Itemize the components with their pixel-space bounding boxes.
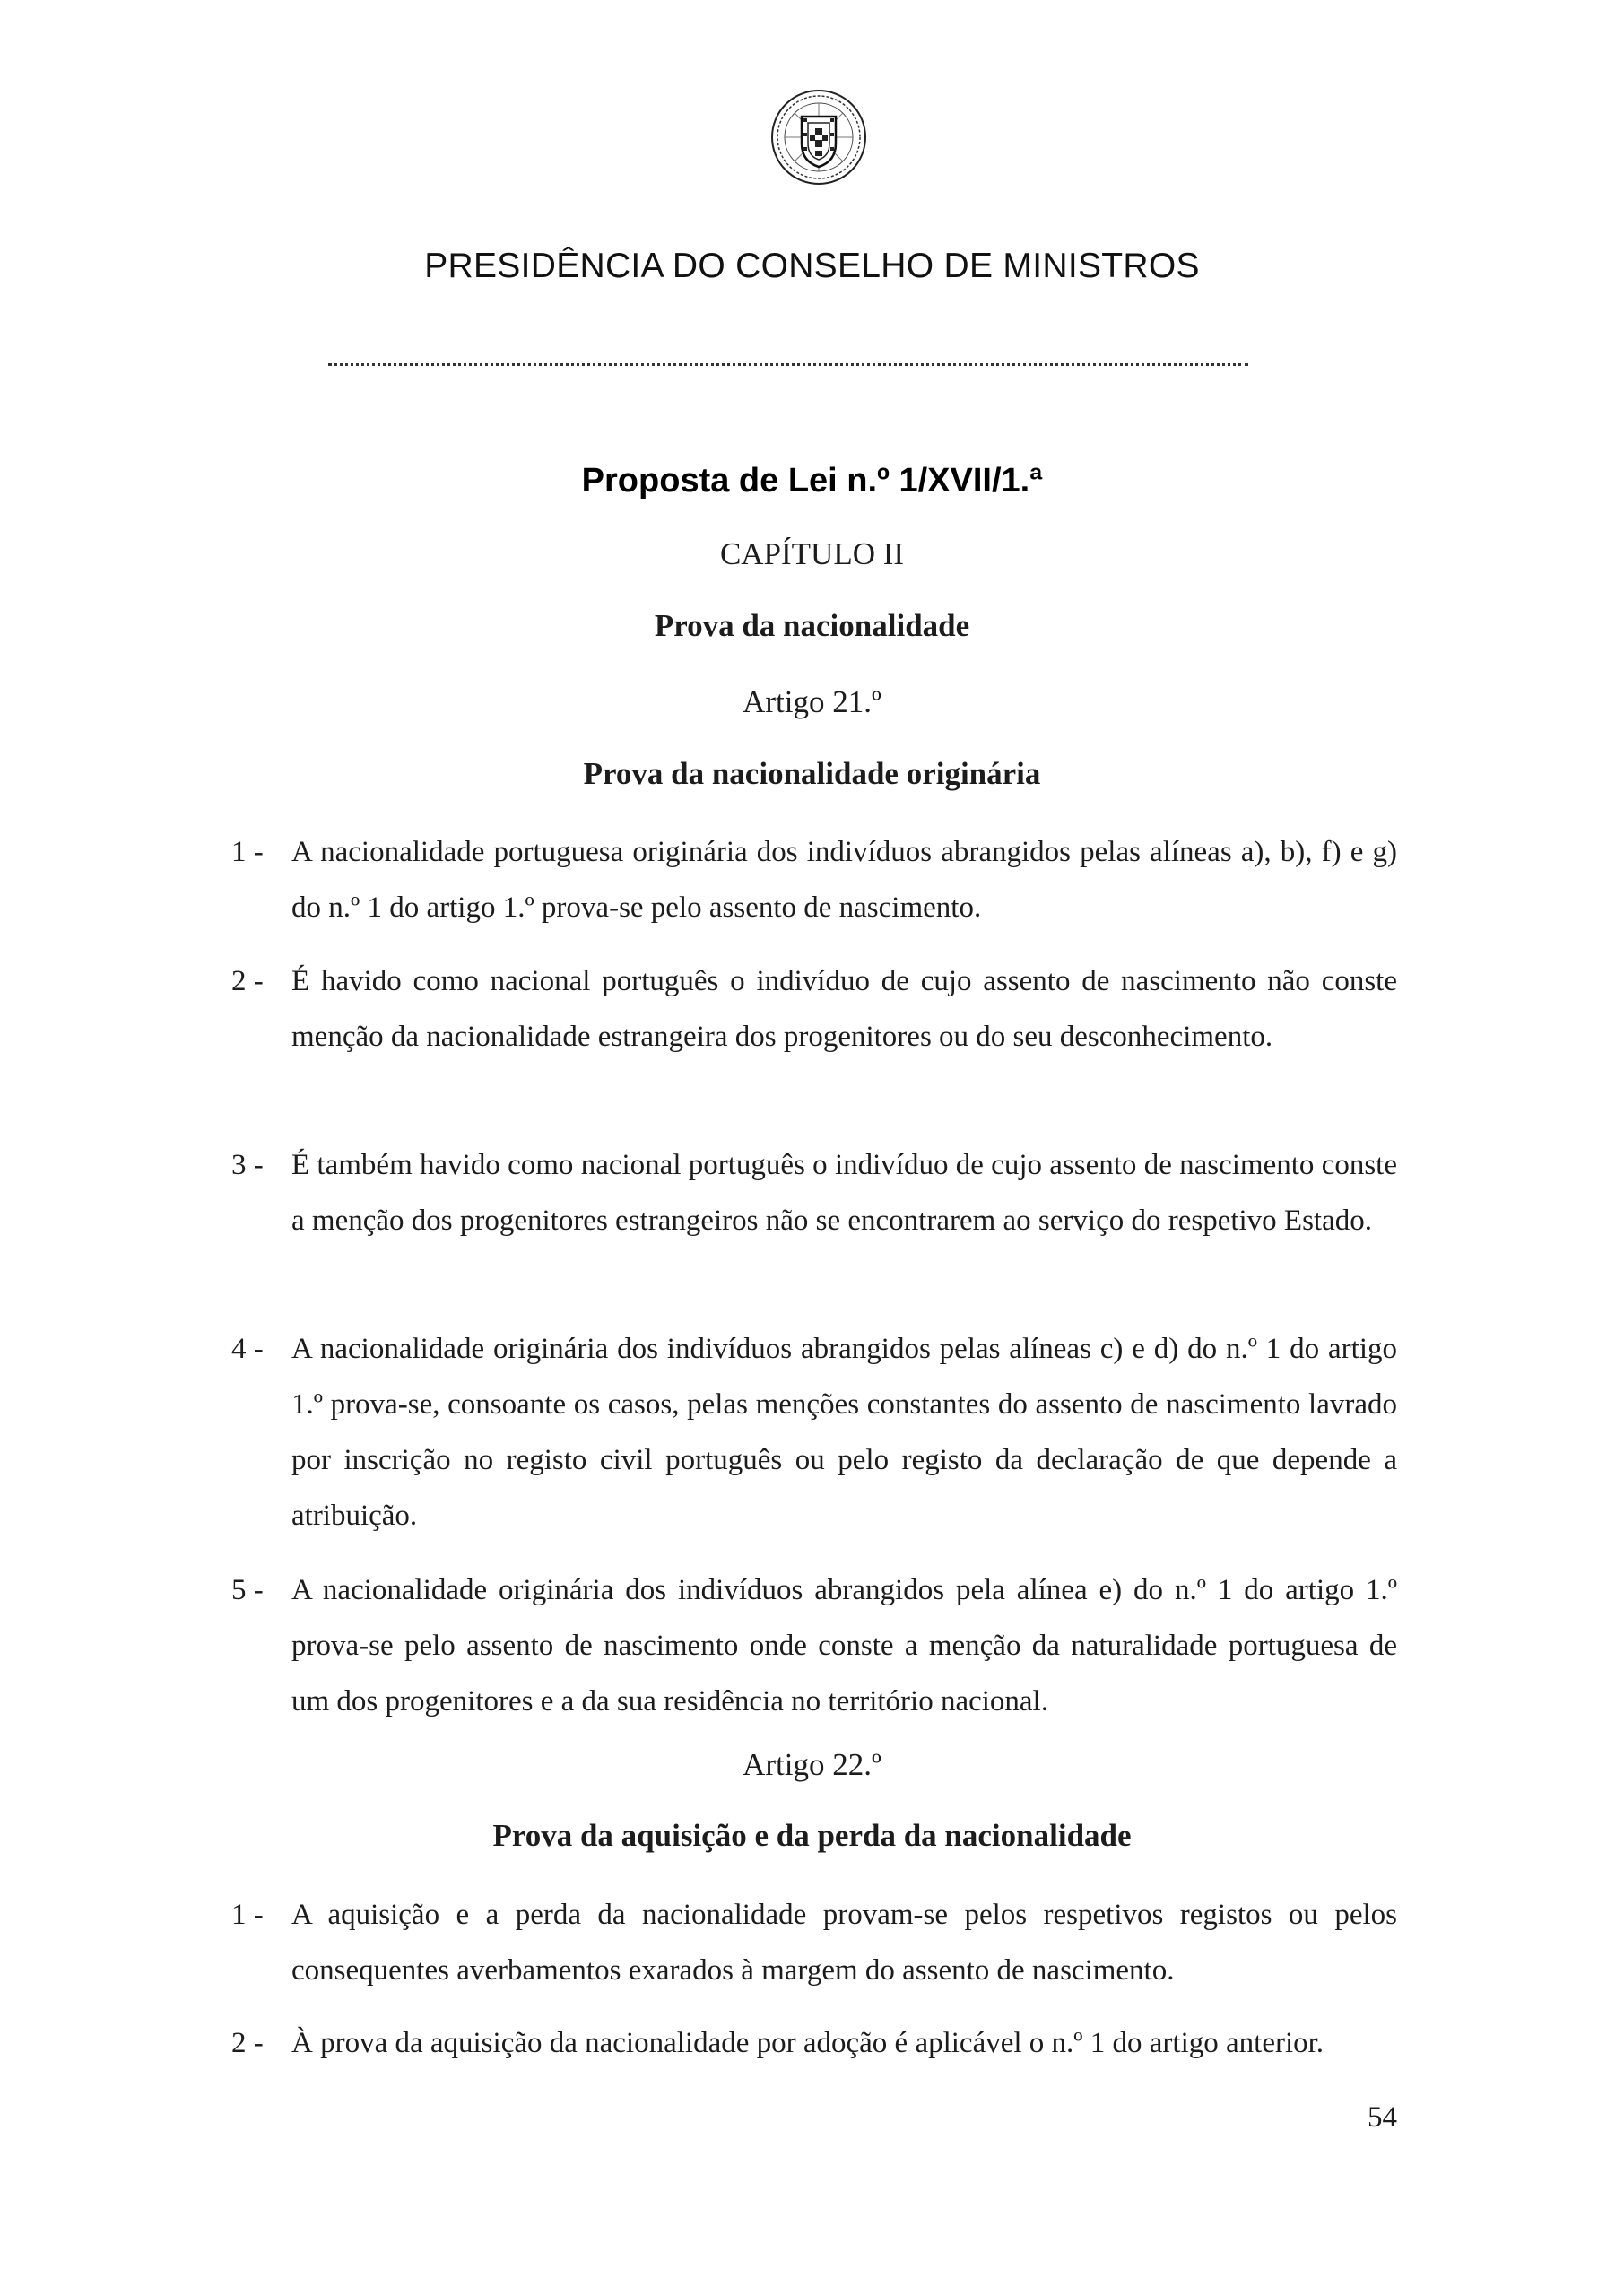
article-22-item-2 [231, 2015, 1397, 2071]
article-21-item-4 [231, 1321, 1397, 1544]
article-21-item-2 [231, 953, 1397, 1065]
item-number: 2 - [231, 2027, 264, 2059]
article-21-item-3 [231, 1137, 1397, 1248]
article-21-heading: Artigo 21.º [743, 684, 881, 719]
item-number: 1 - [231, 1899, 264, 1931]
item-text: À prova da aquisição da nacionalidade por adoção é aplicável o n.º 1 do artigo anterior. [291, 2027, 1324, 2059]
item-number: 1 - [231, 836, 264, 868]
item-text: É também havido como nacional português o indivíduo de cujo assento de nascimento conste a menção dos progenitores estrangeiros não se encontrarem ao serviço do respetivo Estado. [291, 1149, 1397, 1237]
item-number: 3 - [231, 1149, 264, 1181]
page-number: 54 [1368, 2101, 1397, 2134]
item-text: A nacionalidade originária dos indivíduos abrangidos pela alínea e) do n.º 1 do artigo 1.º prova-se pelo assento de nascimento onde conste a menção da naturalidade portuguesa de um dos progenitores e a da sua residência no território nacional. [291, 1574, 1397, 1718]
item-text: É havido como nacional português o indivíduo de cujo assento de nascimento não conste menção da nacionalidade estrangeira dos progenitores ou do seu desconhecimento. [291, 965, 1397, 1053]
article-22-item-1 [231, 1887, 1397, 1998]
dotted-separator [328, 363, 1248, 366]
organization-name: PRESIDÊNCIA DO CONSELHO DE MINISTROS [424, 247, 1200, 285]
chapter-heading: CAPÍTULO II [719, 536, 905, 571]
article-22-title: Prova da aquisição e da perda da nacionalidade [492, 1818, 1132, 1853]
coat-of-arms-emblem-icon [769, 88, 868, 187]
article-21-item-1 [231, 824, 1397, 935]
chapter-title: Prova da nacionalidade [654, 608, 970, 643]
item-text: A nacionalidade originária dos indivíduos abrangidos pelas alíneas c) e d) do n.º 1 do artigo 1.º prova-se, consoante os casos, pelas menções constantes do assento de nascimento lavrado por inscrição no registo civil português ou pelo registo da declaração de que depende a atribuição. [291, 1333, 1397, 1532]
article-22-heading: Artigo 22.º [743, 1747, 881, 1782]
item-text: A nacionalidade portuguesa originária dos indivíduos abrangidos pelas alíneas a), b), f) e g) do n.º 1 do artigo 1.º prova-se pelo assento de nascimento. [291, 836, 1397, 924]
item-number: 5 - [231, 1574, 264, 1606]
article-21-title: Prova da nacionalidade originária [583, 756, 1041, 791]
item-number: 4 - [231, 1333, 264, 1365]
document-title: Proposta de Lei n.º 1/XVII/1.ª [581, 462, 1043, 500]
item-number: 2 - [231, 965, 264, 997]
item-text: A aquisição e a perda da nacionalidade provam-se pelos respetivos registos ou pelos consequentes averbamentos exarados à margem do assento de nascimento. [291, 1899, 1397, 1987]
article-21-item-5 [231, 1562, 1397, 1729]
